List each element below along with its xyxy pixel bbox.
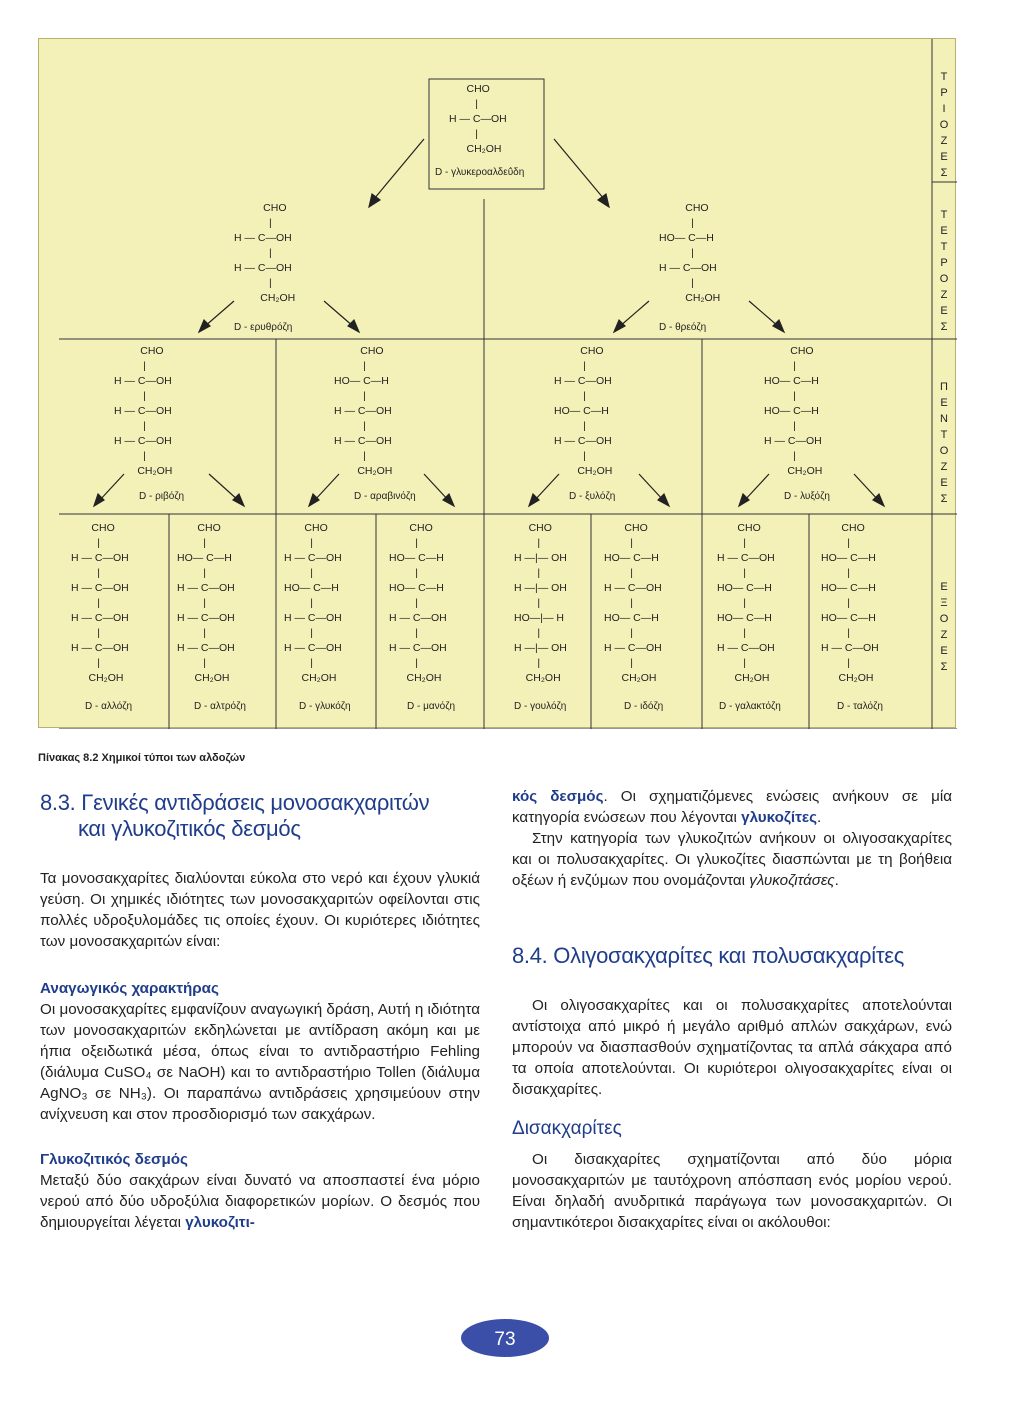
label-glucose: D - γλυκόζη xyxy=(299,701,351,712)
structure-lyxose: CHO | HO— C—H | HO— C—H | H — C—OH | CH₂OH xyxy=(764,345,823,477)
structure-mannose: CHO | HO— C—H | HO— C—H | H — C—OH | H — C—OH | CH₂OH xyxy=(389,522,447,684)
side-label-hexoses: Ε Ξ Ο Ζ Ε Σ xyxy=(939,581,949,673)
continued-end: . xyxy=(816,809,822,826)
subheading-glycosidic: Γλυκοζιτικός δεσμός xyxy=(40,1151,188,1168)
label-ribose: D - ριβόζη xyxy=(139,491,185,502)
glycosidic-paragraph xyxy=(40,1170,480,1233)
figure-caption: Πίνακας 8.2 Χημικοί τύποι των αλδοζών xyxy=(38,752,246,764)
oligo-paragraph: Οι ολιγοσακχαρίτες και οι πολυσακχαρίτες αποτελούνται αντίστοιχα από μικρό ή μεγάλο αριθμό απλών σακχάρων, ενώ μπορούν να διασπασθούν σχηματίζοντας τα απλά σάκχαρα από τα οποία αποτελούνται. Οι κυριότεροι ολιγοσακχαρίτες είναι οι δισακχαρίτες. xyxy=(512,997,952,1098)
side-label-pentoses: Π Ε Ν Τ Ο Ζ Ε Σ xyxy=(939,381,949,505)
subheading-disaccharides: Δισακχαρίτες xyxy=(512,1118,622,1139)
structure-ribose: CHO | H — C—OH | H — C—OH | H — C—OH | CH₂OH xyxy=(114,345,173,477)
structure-allose: CHO | H — C—OH | H — C—OH | H — C—OH | H — C—OH | CH₂OH xyxy=(71,522,129,684)
structure-gulose: CHO | H —|— OH | H —|— OH | HO—|— H | H —|— OH | CH₂OH xyxy=(514,522,567,684)
structure-altrose: CHO | HO— C—H | H — C—OH | H — C—OH | H — C—OH | CH₂OH xyxy=(177,522,235,684)
glycosides-paragraph: Στην κατηγορία των γλυκοζιτών ανήκουν οι ολιγοσακχαρίτες και οι πολυσακχαρίτες. Οι γλυκοζίτες διασπώνται με τη βοήθεια οξέων ή ενζύμων που ονομάζονται γλυκοζιτάσες. xyxy=(512,830,952,889)
page-number-badge xyxy=(460,1318,550,1358)
disaccharides-paragraph: Οι δισακχαρίτες σχηματίζονται από δύο μόρια μονοσακχαριτών με ταυτόχρονη απόσπαση ενός μορίου νερού. Είναι δηλαδή ανυδριτικά παράγωγα των μονοσακχαριτών. Οι σημαντικότεροι δισακχαρίτες είναι οι ακόλουθοι: xyxy=(512,1151,952,1231)
structure-talose: CHO | HO— C—H | HO— C—H | HO— C—H | H — C—OH | CH₂OH xyxy=(821,522,879,684)
glycosidases-italic: γλυκοζιτάσες xyxy=(749,872,835,889)
label-lyxose: D - λυξόζη xyxy=(784,491,830,502)
structure-erythrose: CHO | H — C—OH | H — C—OH | CH₂OH xyxy=(234,202,296,304)
section-title-line2: και γλυκοζιτικός δεσμός xyxy=(78,816,301,841)
label-threose: D - θρεόζη xyxy=(659,322,707,333)
structure-idose: CHO | HO— C—H | H — C—OH | HO— C—H | H — C—OH | CH₂OH xyxy=(604,522,662,684)
continued-paragraph xyxy=(512,786,952,828)
structure-glucose: CHO | H — C—OH | HO— C—H | H — C—OH | H — C—OH | CH₂OH xyxy=(284,522,342,684)
label-glyceraldehyde: D - γλυκεροαλδεΰδη xyxy=(435,167,525,178)
structure-xylose: CHO | H — C—OH | HO— C—H | H — C—OH | CH₂OH xyxy=(554,345,613,477)
label-talose: D - ταλόζη xyxy=(837,701,883,712)
glycosides-bold: γλυκοζίτες xyxy=(741,809,817,826)
glycosides-text: Στην κατηγορία των γλυκοζιτών ανήκουν οι ολιγοσακχαρίτες και οι πολυσακχαρίτες. Οι γλυκοζίτες διασπώνται με τη βοήθεια οξέων ή ενζύμων που ονομάζονται xyxy=(512,830,952,889)
section-title-8-4: 8.4. Ολιγοσακχαρίτες και πολυσακχαρίτες xyxy=(512,943,905,968)
structure-arabinose: CHO | HO— C—H | H — C—OH | H — C—OH | CH₂OH xyxy=(334,345,393,477)
label-arabinose: D - αραβινόζη xyxy=(354,491,416,502)
label-erythrose: D - ερυθρόζη xyxy=(234,322,293,333)
continued-bold: κός δεσμός xyxy=(512,788,604,805)
label-gulose: D - γουλόζη xyxy=(514,701,567,712)
structure-threose: CHO | HO— C—H | H — C—OH | CH₂OH xyxy=(659,202,721,304)
section-title-8-3 xyxy=(40,790,480,842)
side-label-trioses: Τ Ρ Ι Ο Ζ Ε Σ xyxy=(939,71,949,179)
label-idose: D - ιδόζη xyxy=(624,701,664,712)
aldose-structures-figure xyxy=(38,38,956,728)
glycosidic-bold: γλυκοζιτι- xyxy=(185,1214,255,1231)
page-number: 73 xyxy=(494,1329,516,1350)
structure-galactose: CHO | H — C—OH | HO— C—H | HO— C—H | H — C—OH | CH₂OH xyxy=(717,522,775,684)
label-galactose: D - γαλακτόζη xyxy=(719,701,781,712)
reducing-paragraph: Οι μονοσακχαρίτες εμφανίζουν αναγωγική δράση, Αυτή η ιδιότητα των μονοσακχαριτών εκδηλώνεται με αντίδραση ακόμη και με ήπια οξειδωτικά μέσα, όπως είναι το αντιδραστήριο Fehling (διάλυμα CuSO₄ σε NaOH) και το αντιδραστήριο Tollen (διάλυμα AgNO₃ σε NH₃). Οι παραπάνω αντιδράσεις χρησιμεύουν στην ανίχνευση και στον προσδιορισμό των σακχάρων. xyxy=(40,1001,480,1123)
label-mannose: D - μανόζη xyxy=(407,701,456,712)
subheading-reducing: Αναγωγικός χαρακτήρας xyxy=(40,980,219,997)
label-allose: D - αλλόζη xyxy=(85,701,133,712)
intro-paragraph: Τα μονοσακχαρίτες διαλύονται εύκολα στο νερό και έχουν γλυκιά γεύση. Οι χημικές ιδιότητες των μονοσακχαριτών οφείλονται στις πολλές υδροξυλομάδες τις οποίες έχουν. Οι κυριότερες ιδιότητες των μονοσακχαριτών είναι: xyxy=(40,870,480,950)
continued-text: . Οι σχηματιζόμενες ενώσεις ανήκουν σε μία κατηγορία ενώσεων που λέγονται xyxy=(512,788,952,826)
right-column xyxy=(512,786,952,1233)
side-label-tetroses: Τ Ε Τ Ρ Ο Ζ Ε Σ xyxy=(939,209,949,333)
glycosidic-text: Μεταξύ δύο σακχάρων είναι δυνατό να αποσπαστεί ένα μόριο νερού από δύο υδροξύλια διαφορετικών μορίων. Ο δεσμός που δημιουργείται λέγεται xyxy=(40,1172,480,1231)
section-title-line1: 8.3. Γενικές αντιδράσεις μονοσακχαριτών xyxy=(40,790,430,815)
label-altrose: D - αλτρόζη xyxy=(194,701,246,712)
left-column xyxy=(40,790,480,1233)
label-xylose: D - ξυλόζη xyxy=(569,491,616,502)
structure-glyceraldehyde: CHO | H — C—OH | CH₂OH xyxy=(449,83,507,155)
